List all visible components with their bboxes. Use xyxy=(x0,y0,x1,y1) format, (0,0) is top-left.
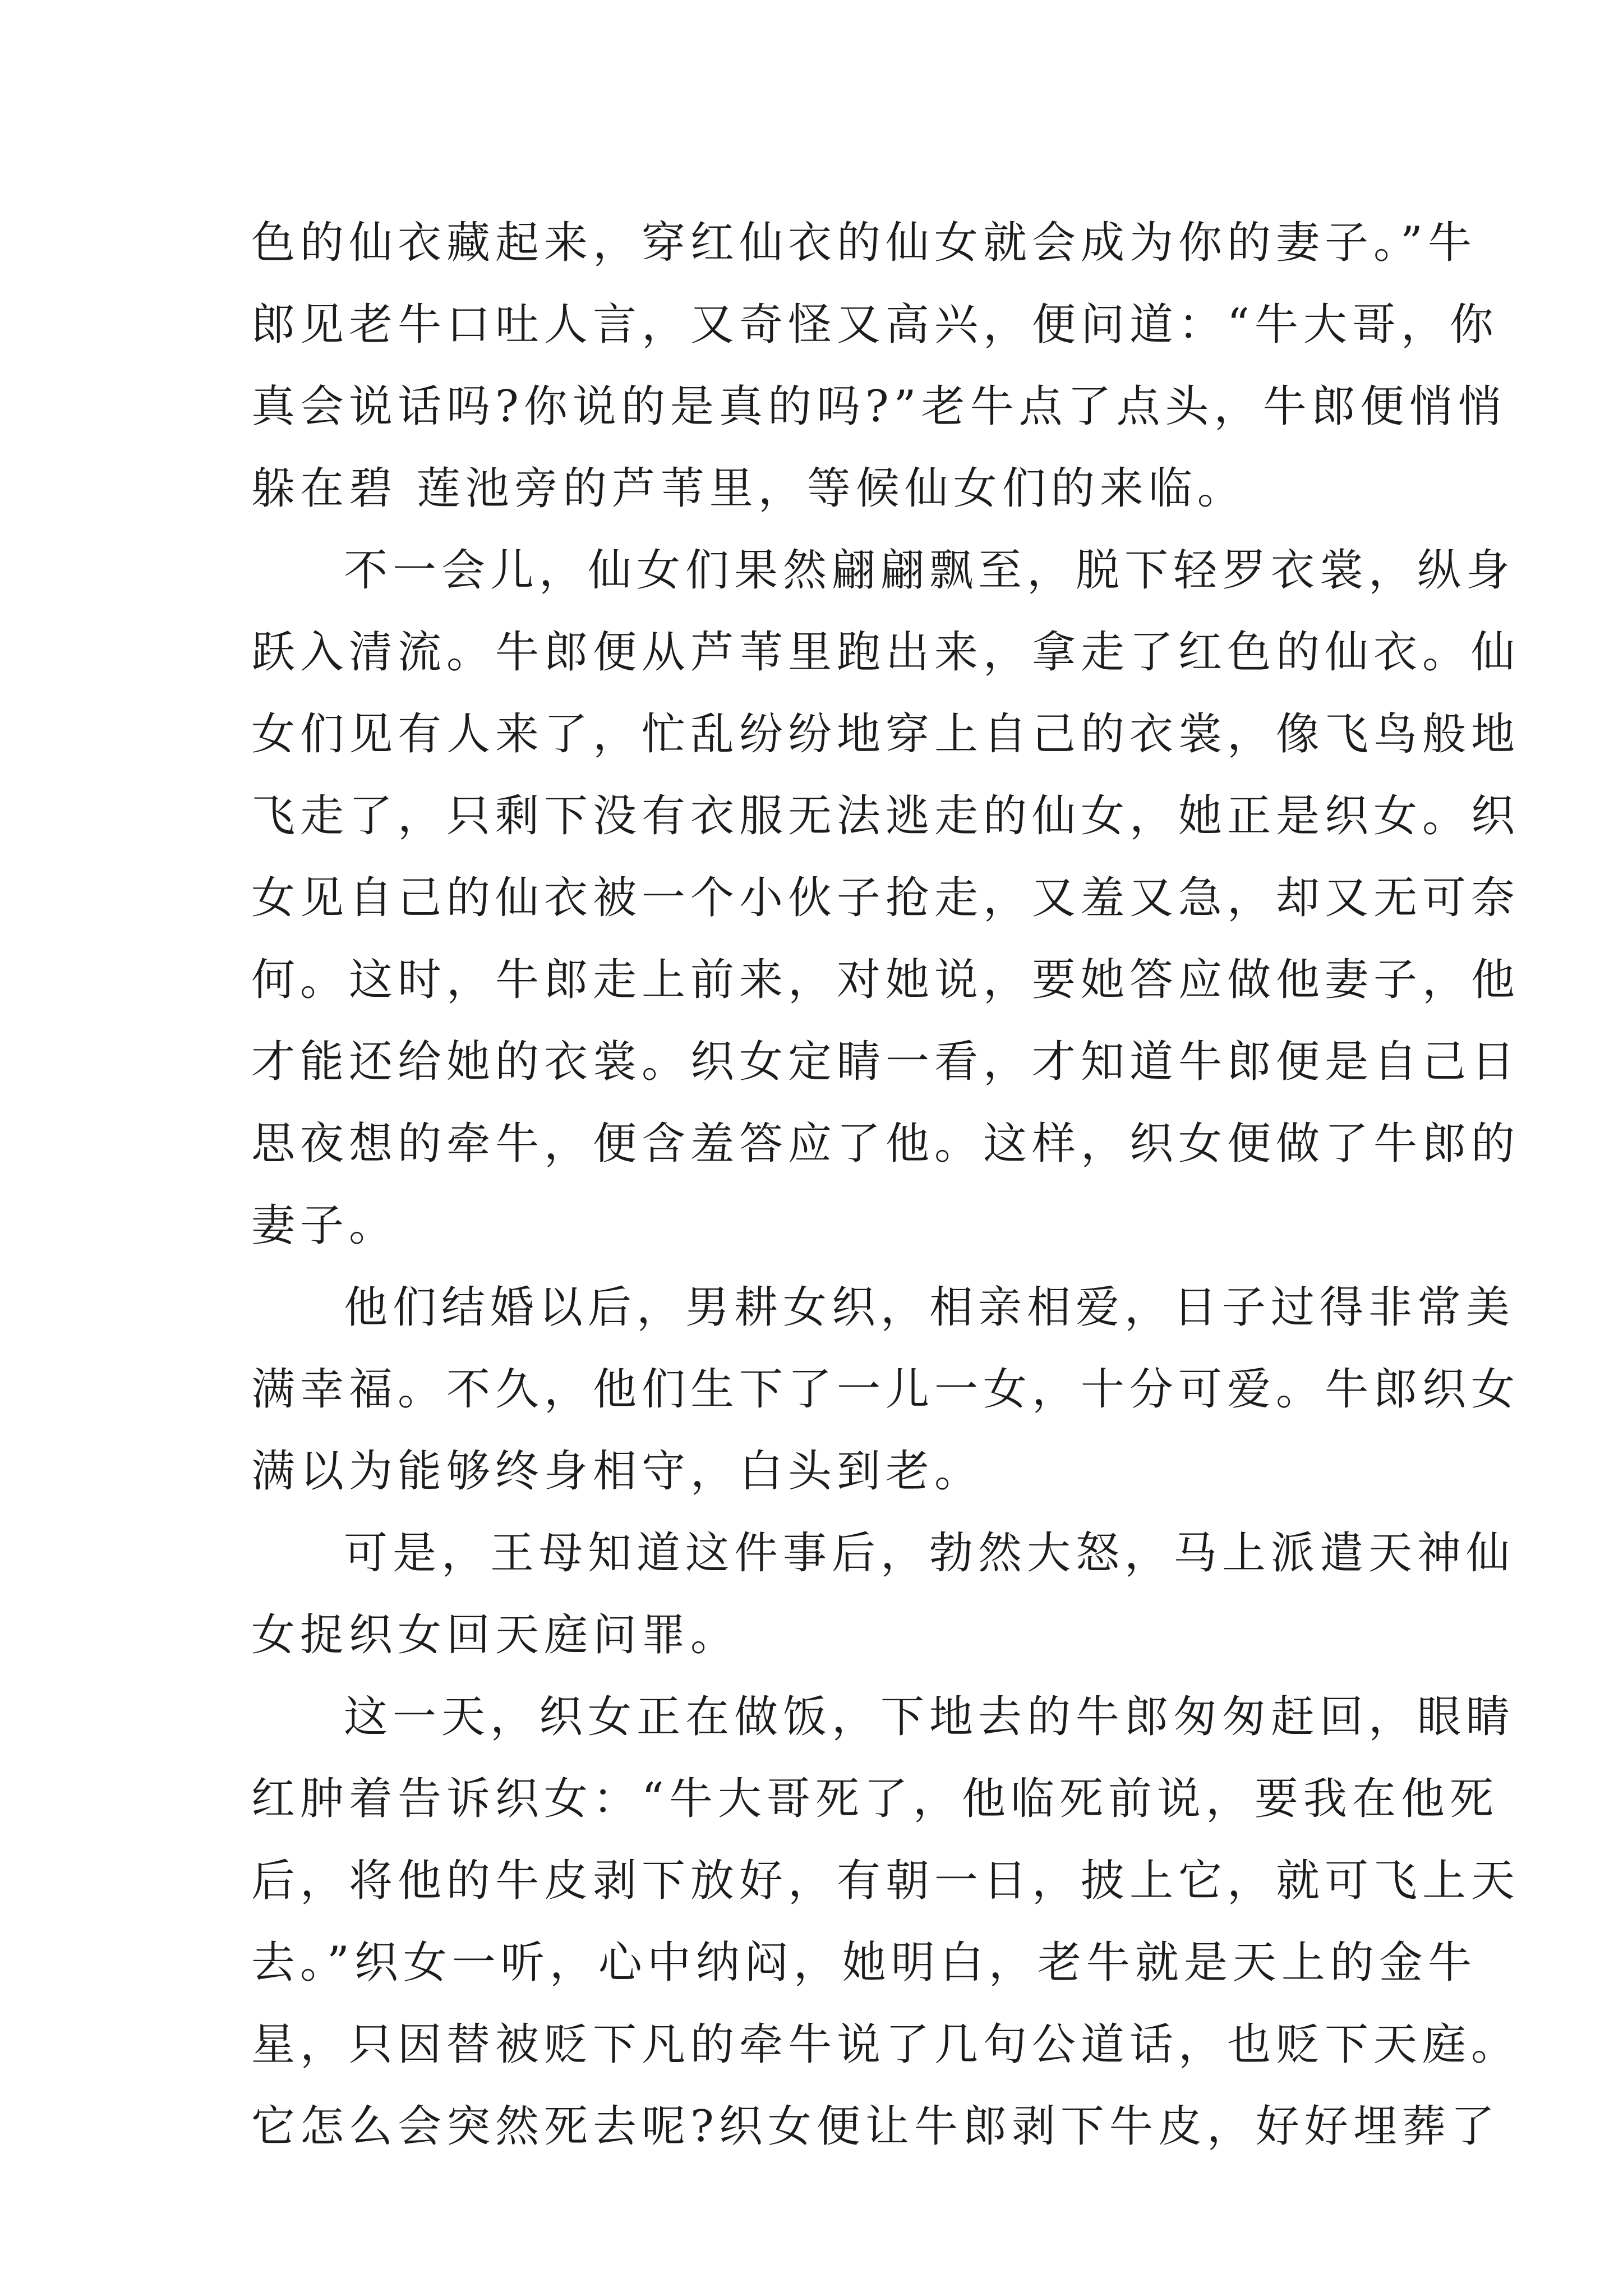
text-line: 躲在碧 莲池旁的芦苇里，等候仙女们的来临。 xyxy=(251,463,1246,514)
text-line: 跃入清流。牛郎便从芦苇里跑出来，拿走了红色的仙衣。仙 xyxy=(251,627,1520,678)
text-line: 思夜想的牵牛，便含羞答应了他。这样，织女便做了牛郎的 xyxy=(251,1119,1520,1169)
text-line: 何。这时，牛郎走上前来，对她说，要她答应做他妻子，他 xyxy=(251,955,1520,1005)
text-line: 它怎么会突然死去呢?织女便让牛郎剥下牛皮，好好埋葬了 xyxy=(251,2101,1500,2152)
text-line: 飞走了，只剩下没有衣服无法逃走的仙女，她正是织女。织 xyxy=(251,791,1520,841)
text-line: 女捉织女回天庭问罪。 xyxy=(251,1610,740,1660)
text-line: 去。”织女一听，心中纳闷，她明白，老牛就是天上的金牛 xyxy=(251,1938,1477,1988)
text-line: 女们见有人来了，忙乱纷纷地穿上自己的衣裳，像飞鸟般地 xyxy=(251,709,1520,760)
paragraph-first-line: 不一会儿，仙女们果然翩翩飘至，脱下轻罗衣裳，纵身 xyxy=(344,545,1515,596)
story-text xyxy=(251,202,1520,2168)
text-line: 才能还给她的衣裳。织女定睛一看，才知道牛郎便是自己日 xyxy=(251,1037,1520,1087)
text-line: 星，只因替被贬下凡的牵牛说了几句公道话，也贬下天庭。 xyxy=(251,2019,1520,2070)
paragraph-first-line: 可是，王母知道这件事后，勃然大怒，马上派遣天神仙 xyxy=(344,1528,1515,1579)
text-line: 满以为能够终身相守，白头到老。 xyxy=(251,1446,984,1497)
text-line: 色的仙衣藏起来，穿红仙衣的仙女就会成为你的妻子。”牛 xyxy=(251,218,1477,268)
text-line: 女见自己的仙衣被一个小伙子抢走，又羞又急，却又无可奈 xyxy=(251,873,1520,923)
text-line: 真会说话吗?你说的是真的吗?”老牛点了点头，牛郎便悄悄 xyxy=(251,381,1507,432)
paragraph-first-line: 这一天，织女正在做饭，下地去的牛郎匆匆赶回，眼睛 xyxy=(344,1692,1515,1742)
text-line: 郎见老牛口吐人言，又奇怪又高兴，便问道：“牛大哥，你 xyxy=(251,300,1498,350)
text-line: 红肿着告诉织女：“牛大哥死了，他临死前说，要我在他死 xyxy=(251,1774,1498,1824)
text-line: 后，将他的牛皮剥下放好，有朝一日，披上它，就可飞上天 xyxy=(251,1856,1520,1906)
paragraph-first-line: 他们结婚以后，男耕女织，相亲相爱，日子过得非常美 xyxy=(344,1282,1515,1333)
text-line: 妻子。 xyxy=(251,1200,398,1251)
text-line: 满幸福。不久，他们生下了一儿一女，十分可爱。牛郎织女 xyxy=(251,1364,1520,1415)
